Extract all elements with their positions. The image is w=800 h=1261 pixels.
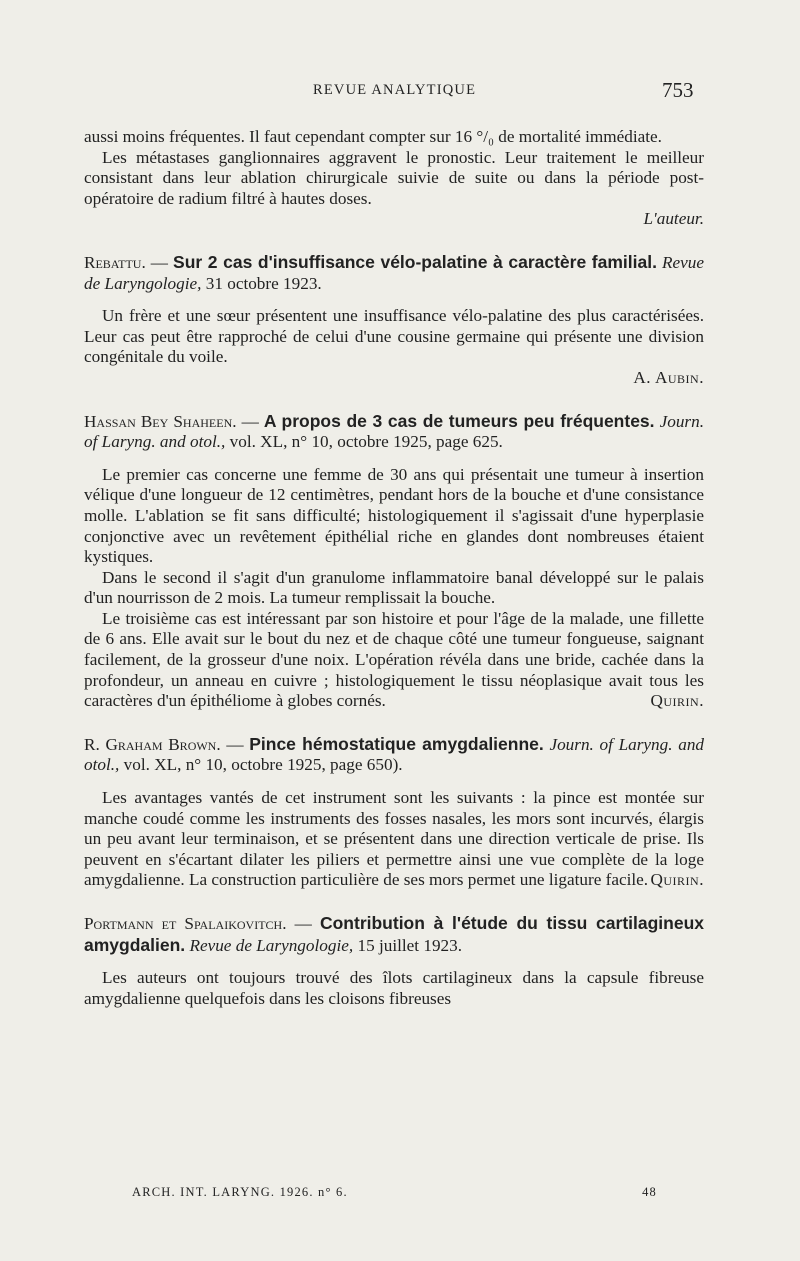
article-dash: —: [286, 914, 320, 933]
page-content: [84, 127, 704, 1009]
article-signature: Quirin.: [650, 691, 704, 711]
article-reference: vol. XL, n° 10, octobre 1925, page 650).: [119, 755, 403, 775]
article-signature: Quirin.: [650, 870, 704, 890]
article-journal: Journ. of Laryng. and otol.,: [84, 734, 704, 775]
intro-signature: L'auteur.: [643, 209, 704, 229]
article-dash: —: [145, 252, 174, 272]
article-author: Portmann et Spalaikovitch.: [84, 914, 287, 933]
intro-paragraph-2: Les métastases ganglionnaires aggravent le pronostic. Leur traitement le meilleur consistant dans leur ablation chirurgicale suivie de suite ou dans la période post-opératoire de radium filtré à hautes doses.: [84, 147, 704, 208]
article-dash: —: [220, 734, 250, 754]
article-heading-portmann: [84, 913, 704, 956]
article-paragraph: Le troisième cas est intéressant par son histoire et pour l'âge de la malade, une fillette de 6 ans. Elle avait sur le bout du nez et de chaque côté une tumeur fongueuse, saignant facilement, de la grosseur d'une noix. L'opération révéla dans une bride, cachée dans la profondeur, un anneau en cuivre ; histologiquement le tissu néoplasique avait tous les caractères d'un épithéliome à globes cornés.: [84, 608, 704, 711]
article-paragraph: Les auteurs ont toujours trouvé des îlots cartilagineux dans la capsule fibreuse amygdalienne quelquefois dans les cloisons fibreuses: [84, 968, 704, 1008]
article-dash: —: [236, 411, 264, 431]
article-paragraph: Un frère et une sœur présentent une insuffisance vélo-palatine des plus caractérisées. Leur cas peut être rapproché de celui d'une cousine germaine qui présente une division congénitale du voile.: [84, 306, 704, 367]
article-reference: 15 juillet 1923.: [353, 935, 463, 955]
article-reference: 31 octobre 1923.: [201, 273, 322, 293]
page-number: 753: [662, 78, 694, 102]
article-title: Contribution à l'étude du tissu cartilagineux amygdalien.: [84, 913, 705, 955]
footer-sheet-number: 48: [642, 1185, 657, 1199]
footer-signature-line: ARCH. INT. LARYNG. 1926. n° 6.: [132, 1185, 348, 1199]
article-journal: Revue de Laryngologie,: [84, 252, 704, 293]
article-paragraph: Les avantages vantés de cet instrument sont les suivants : la pince est montée sur manche coudé comme les instruments des fosses nasales, les mors sont incurvés, élargis un peu avant leur terminaison, et se présentent dans une direction verticale de prise. Ils peuvent en s'écartant dilater les piliers et permettre ainsi une vue complète de la loge amygdalienne. La construction particulière de ses mors permet une ligature facile.: [84, 788, 704, 890]
article-reference: vol. XL, n° 10, octobre 1925, page 625.: [225, 432, 503, 452]
article-journal: Revue de Laryngologie,: [189, 935, 354, 955]
article-signature: A. Aubin.: [633, 367, 704, 387]
article-author: Rebattu.: [84, 252, 146, 272]
article-title: Pince hémostatique amygdalienne.: [249, 733, 544, 754]
article-heading-shaheen: [84, 411, 704, 453]
page-footer: [132, 1185, 657, 1200]
article-journal: Journ. of Laryng. and otol.,: [84, 411, 705, 452]
article-title: Sur 2 cas d'insuffisance vélo-palatine à caractère familial.: [173, 251, 657, 272]
intro-paragraph-1: aussi moins fréquentes. Il faut cependant compter sur 16 °/₀ de mortalité immédiate.: [84, 127, 662, 146]
article-author: Hassan Bey Shaheen.: [84, 411, 237, 431]
article-heading-rebattu: [84, 252, 704, 294]
running-title: REVUE ANALYTIQUE: [313, 82, 477, 98]
article-heading-graham-brown: [84, 734, 704, 776]
article-paragraph: Le premier cas concerne une femme de 30 ans qui présentait une tumeur à insertion vélique d'une longueur de 12 centimètres, pendant hors de la bouche et d'une consistance molle. L'ablation se fit sans difficulté; histologiquement il s'agissait d'une hyperplasie conjonctive avec un revêtement épithélial riche en glandes dont nombreuses étaient kystiques.: [84, 464, 704, 567]
article-title: A propos de 3 cas de tumeurs peu fréquentes.: [263, 410, 655, 431]
page-header: [0, 78, 800, 106]
article-author: R. Graham Brown.: [84, 734, 221, 754]
article-paragraph: Dans le second il s'agit d'un granulome inflammatoire banal développé sur le palais d'un nourrisson de 2 mois. La tumeur remplissait la bouche.: [84, 567, 704, 608]
